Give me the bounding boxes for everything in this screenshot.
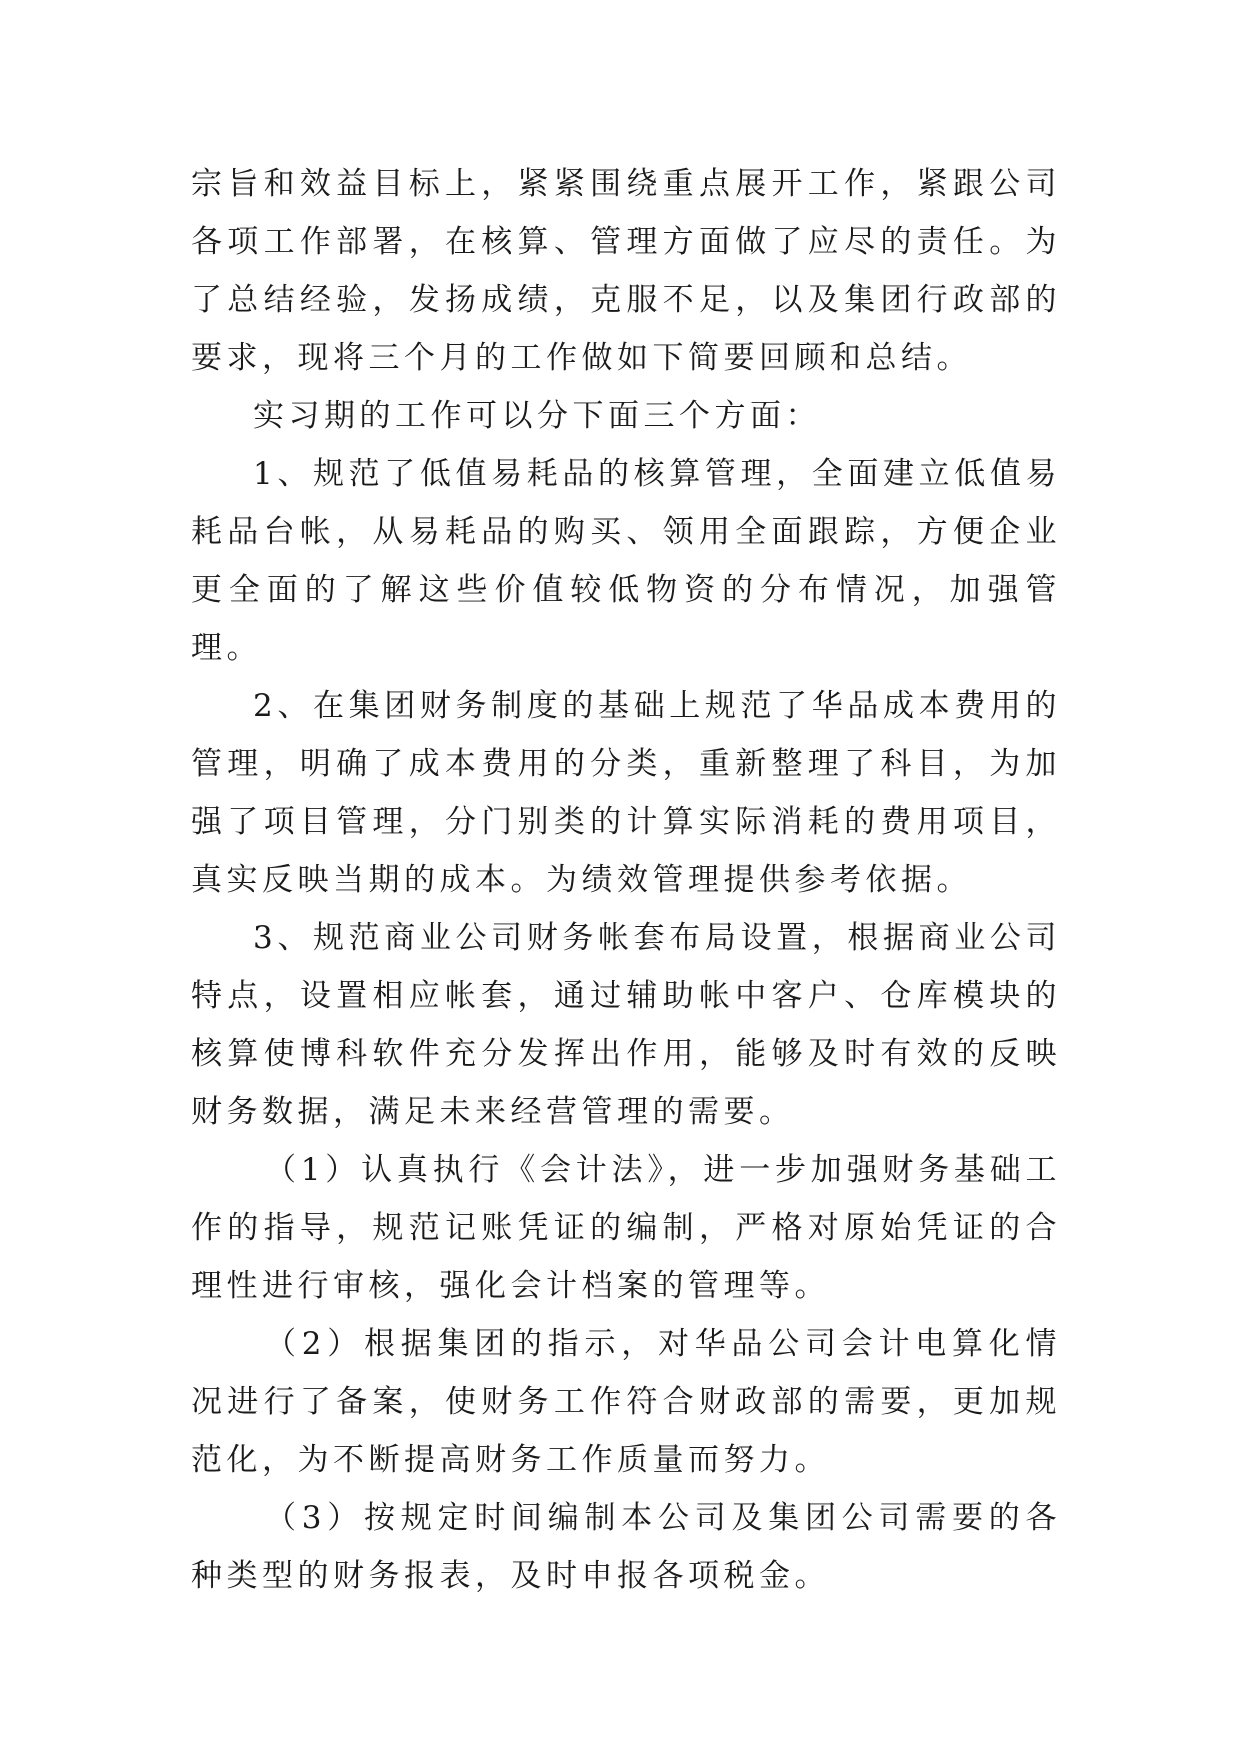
- paragraph-subitem-2: （2）根据集团的指示，对华品公司会计电算化情况进行了备案，使财务工作符合财政部的需要，更加规范化，为不断提高财务工作质量而努力。: [191, 1326, 1061, 1478]
- paragraph-item-3: 3、规范商业公司财务帐套布局设置，根据商业公司特点，设置相应帐套，通过辅助帐中客户、仓库模块的核算使博科软件充分发挥出作用，能够及时有效的反映财务数据，满足未来经营管理的需要。: [191, 920, 1061, 1130]
- paragraph-item-1: 1、规范了低值易耗品的核算管理，全面建立低值易耗品台帐，从易耗品的购买、领用全面跟踪，方便企业更全面的了解这些价值较低物资的分布情况，加强管理。: [191, 456, 1061, 666]
- paragraph-section-intro: 实习期的工作可以分下面三个方面：: [253, 398, 821, 434]
- paragraph-item-2: 2、在集团财务制度的基础上规范了华品成本费用的管理，明确了成本费用的分类，重新整理了科目，为加强了项目管理，分门别类的计算实际消耗的费用项目，真实反映当期的成本。为绩效管理提供参考依据。: [191, 688, 1061, 898]
- paragraph-subitem-3: （3）按规定时间编制本公司及集团公司需要的各种类型的财务报表，及时申报各项税金。: [191, 1500, 1061, 1594]
- paragraph-subitem-1: （1）认真执行《会计法》，进一步加强财务基础工作的指导，规范记账凭证的编制，严格对原始凭证的合理性进行审核，强化会计档案的管理等。: [191, 1152, 1061, 1304]
- paragraph-intro-continued: 宗旨和效益目标上，紧紧围绕重点展开工作，紧跟公司各项工作部署，在核算、管理方面做了应尽的责任。为了总结经验，发扬成绩，克服不足，以及集团行政部的要求，现将三个月的工作做如下简要回顾和总结。: [191, 166, 1061, 376]
- document-body: [191, 155, 1061, 1605]
